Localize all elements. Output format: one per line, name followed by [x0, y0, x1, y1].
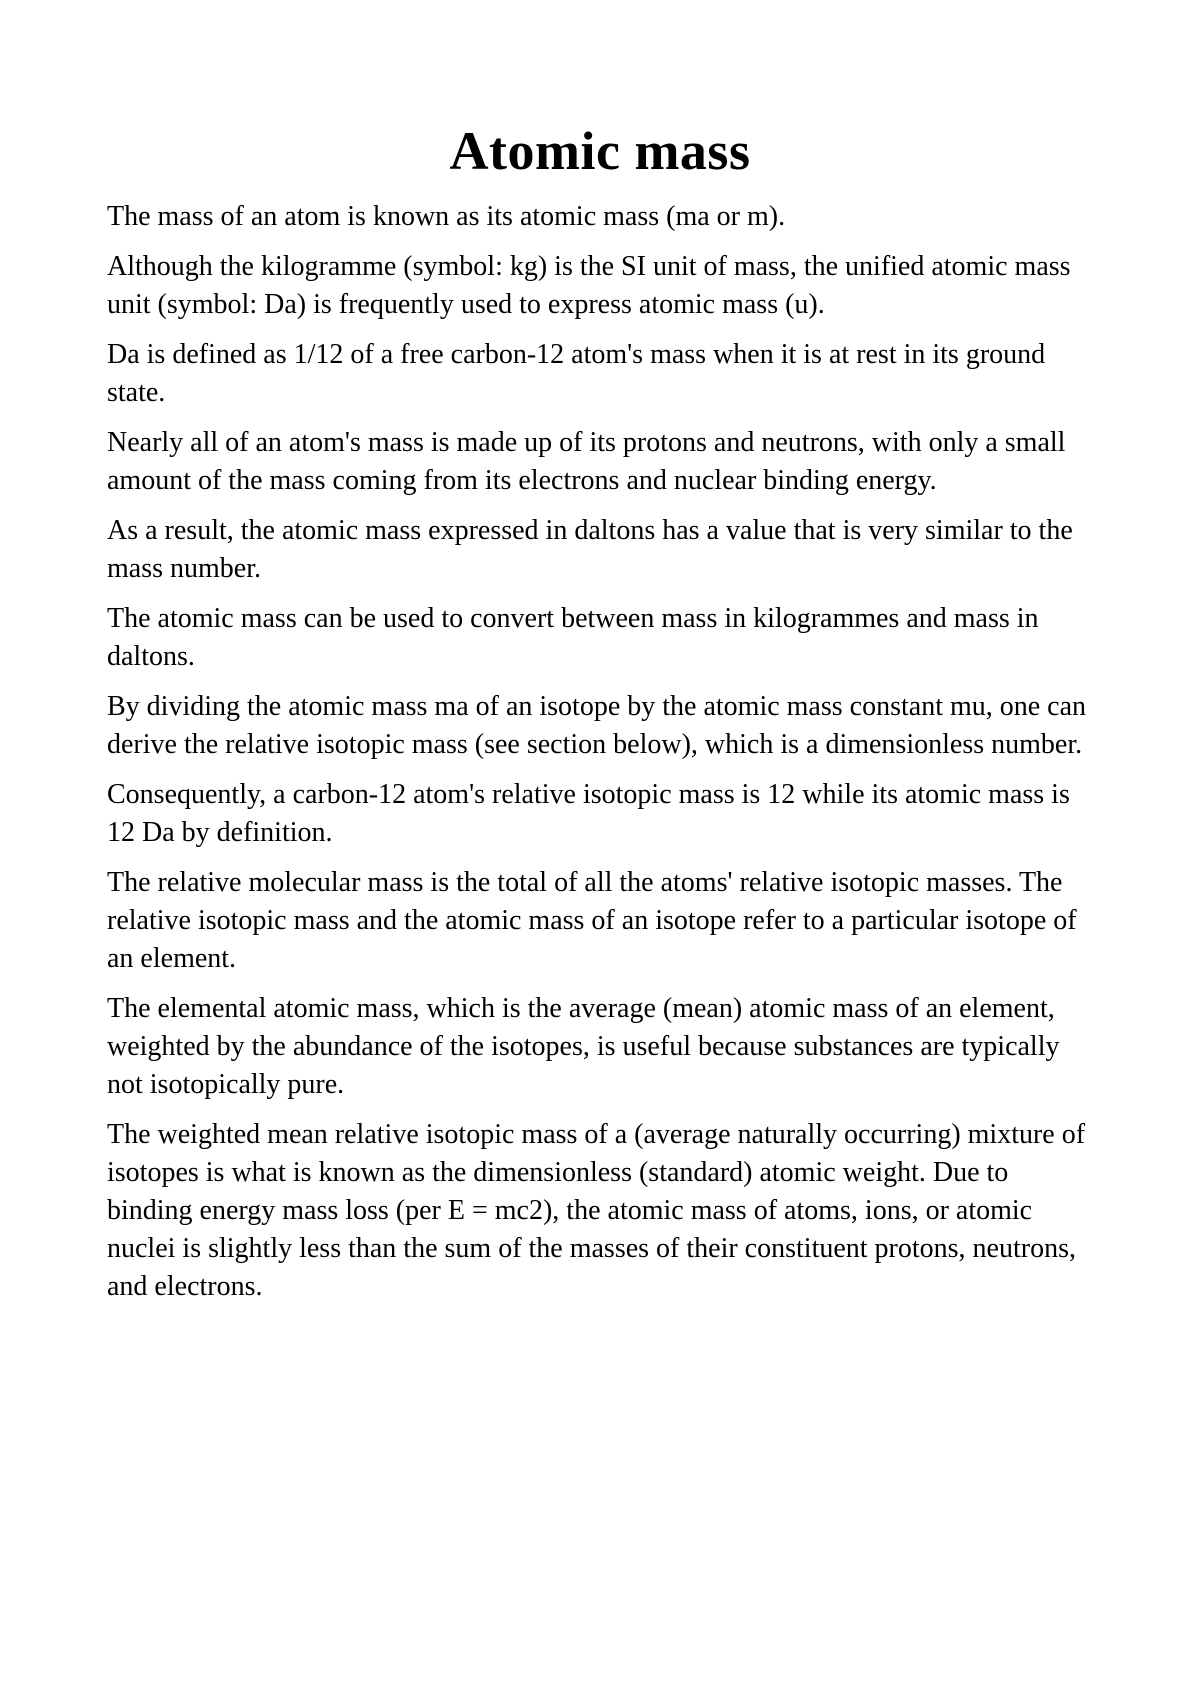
paragraph: The weighted mean relative isotopic mass of a (average naturally occurring) mixture of isotopes is what is known as the dimensionless (standard) atomic weight. Due to binding energy mass loss (per E = mc2), the atomic mass of atoms, ions, or atomic nuclei is slightly less than the sum of the masses of their constituent protons, neutrons, and electrons. [107, 1119, 1086, 1303]
paragraph: Consequently, a carbon-12 atom's relative isotopic mass is 12 while its atomic mass is 12 Da by definition. [107, 779, 1070, 849]
paragraph: Although the kilogramme (symbol: kg) is the SI unit of mass, the unified atomic mass unit (symbol: Da) is frequently used to express atomic mass (u). [107, 251, 1071, 321]
paragraph: Da is defined as 1/12 of a free carbon-12 atom's mass when it is at rest in its ground state. [107, 339, 1046, 409]
paragraph: The elemental atomic mass, which is the average (mean) atomic mass of an element, weighted by the abundance of the isotopes, is useful because substances are typically not isotopically pure. [107, 993, 1060, 1101]
paragraph: The atomic mass can be used to convert between mass in kilogrammes and mass in daltons. [107, 603, 1039, 673]
page-title: Atomic mass [449, 121, 751, 181]
paragraph: As a result, the atomic mass expressed in daltons has a value that is very similar to the mass number. [107, 515, 1073, 585]
paragraph: The mass of an atom is known as its atomic mass (ma or m). [107, 201, 786, 233]
paragraph: The relative molecular mass is the total of all the atoms' relative isotopic masses. The relative isotopic mass and the atomic mass of an isotope refer to a particular isotope of an element. [107, 867, 1077, 975]
paragraph: By dividing the atomic mass ma of an isotope by the atomic mass constant mu, one can derive the relative isotopic mass (see section below), which is a dimensionless number. [107, 691, 1087, 761]
paragraph: Nearly all of an atom's mass is made up of its protons and neutrons, with only a small amount of the mass coming from its electrons and nuclear binding energy. [107, 427, 1066, 497]
